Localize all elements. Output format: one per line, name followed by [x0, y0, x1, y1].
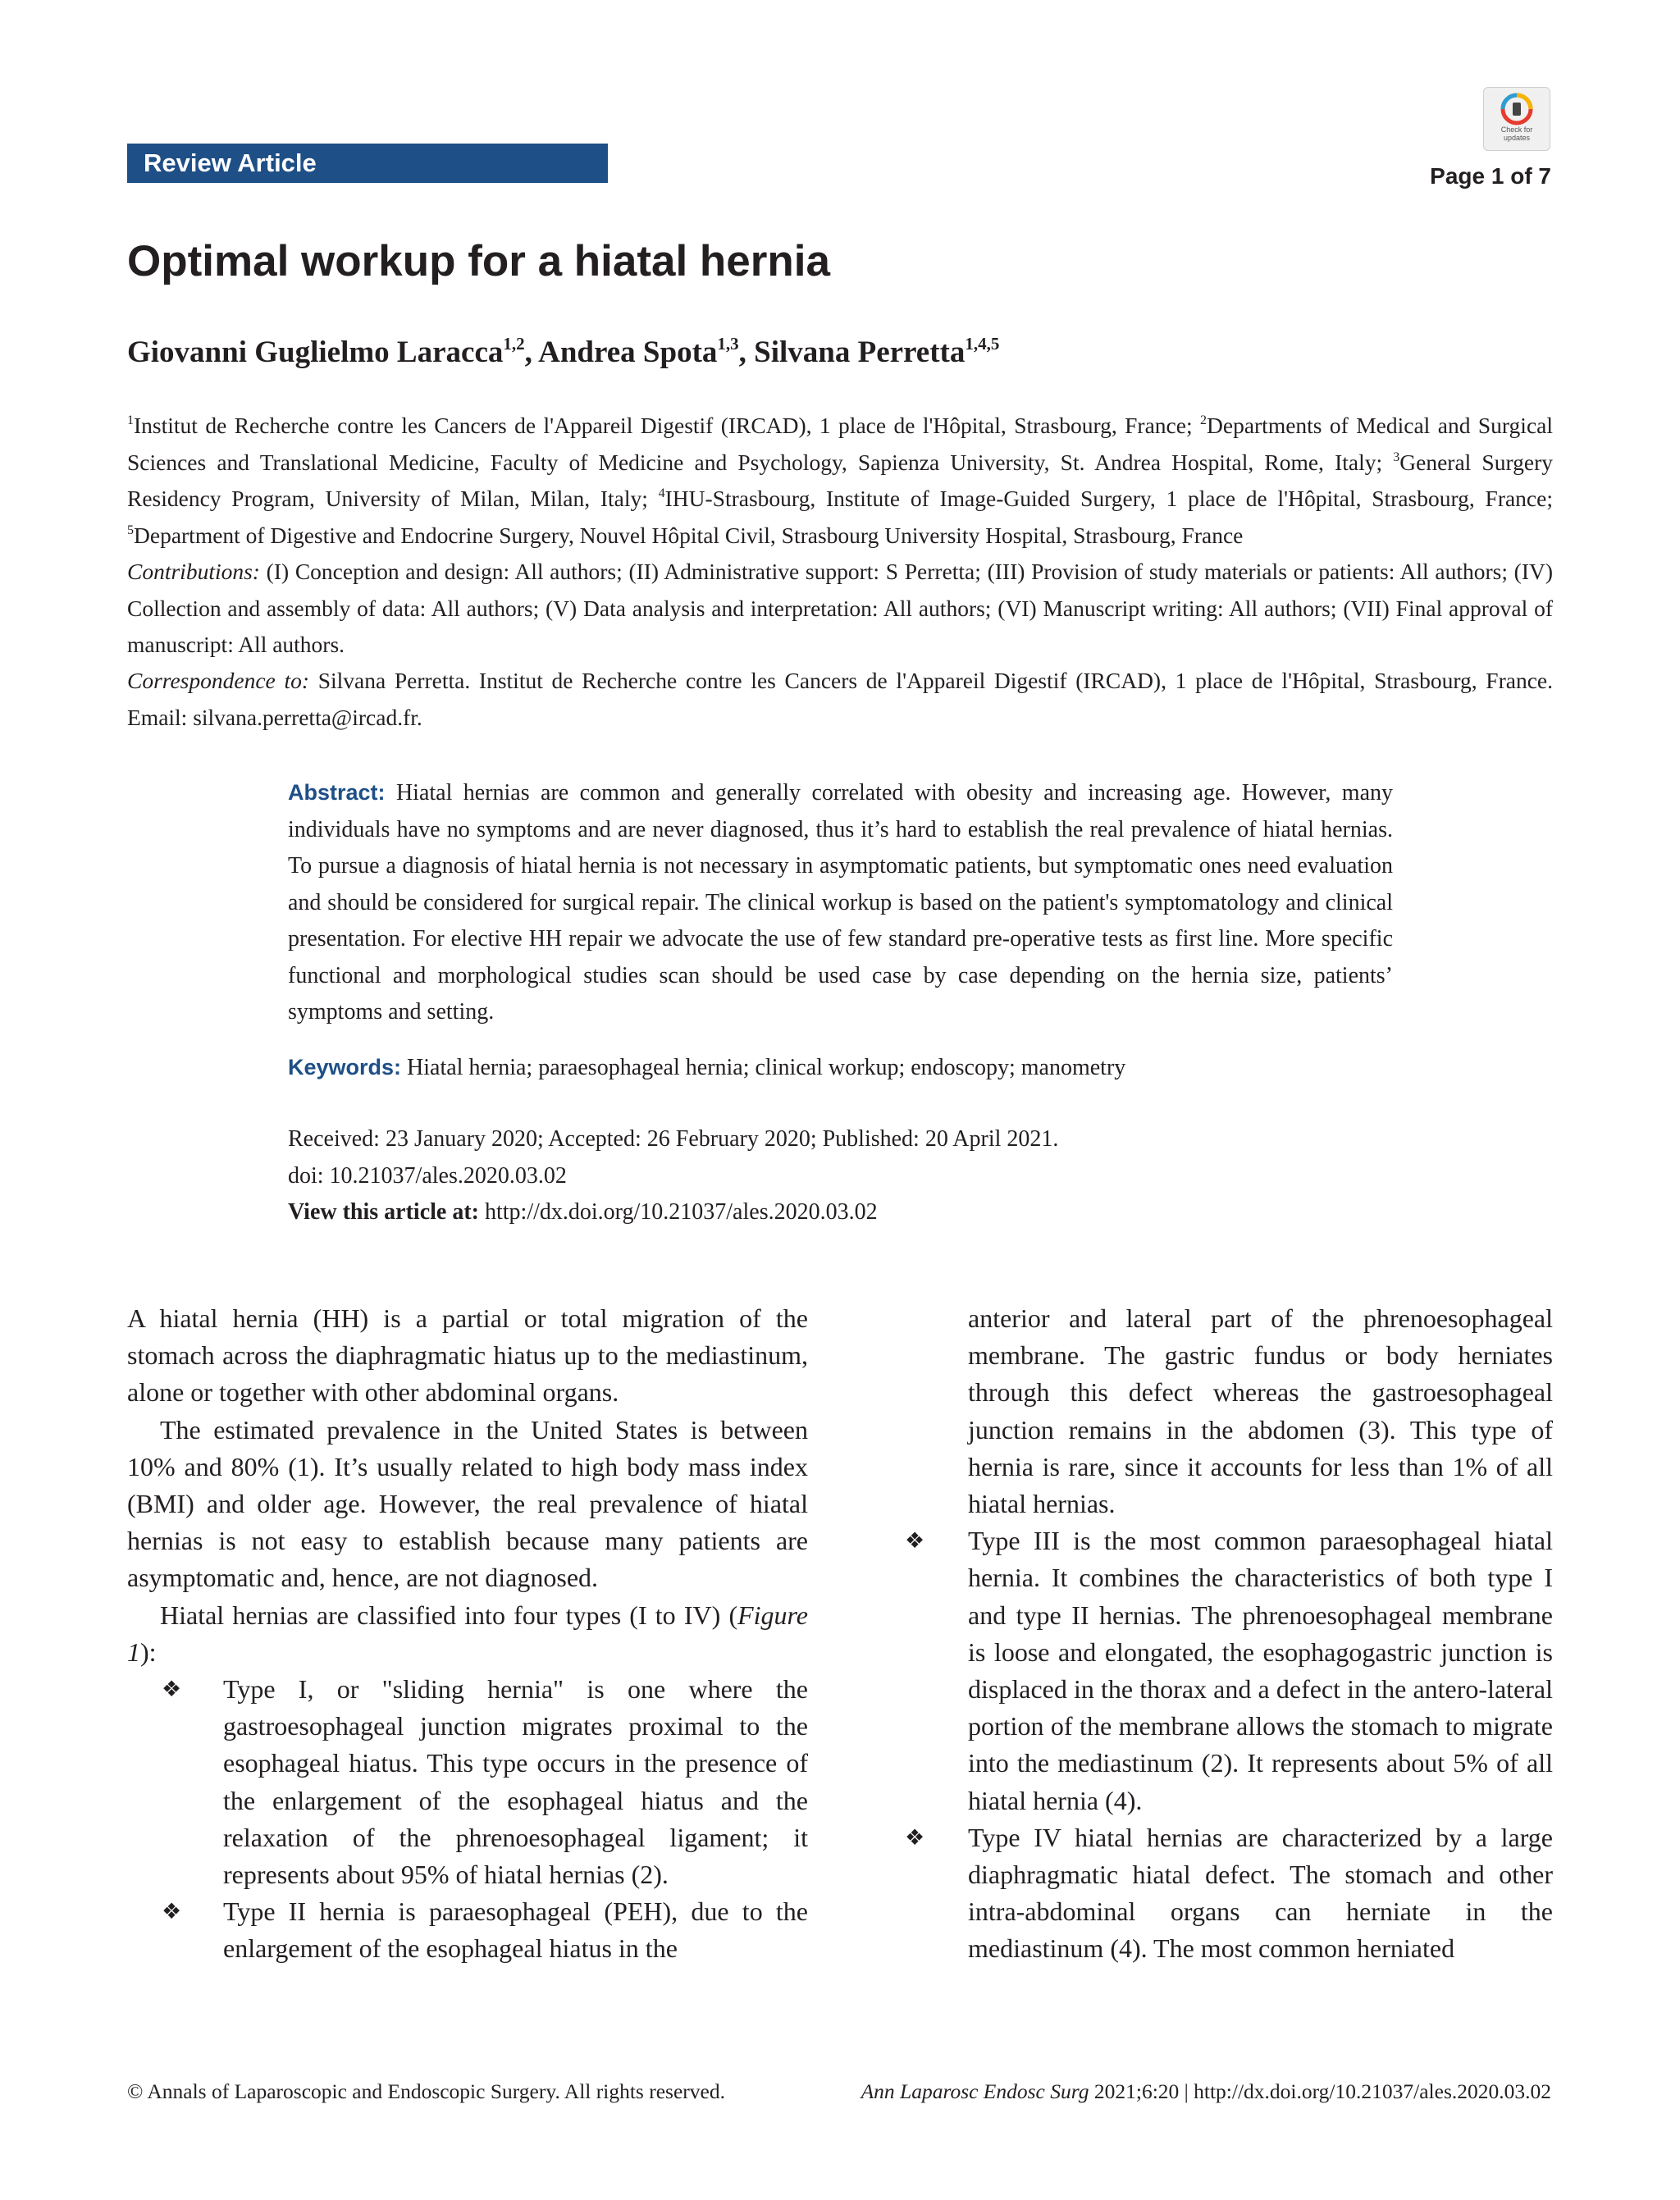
bullet-item: ❖ Type IV hiatal hernias are characterized by a large diaphragmatic hiatal defect. The stomach and other intra-abdominal organs can herniate in the mediastinum (4). The most common herniated: [872, 1819, 1553, 1968]
author-name: Giovanni Guglielmo Laracca: [127, 335, 504, 369]
affiliation-text: Institut de Recherche contre les Cancers de l'Appareil Digestif (IRCAD), 1 place de l'Hôpital, Strasbourg, France;: [134, 413, 1200, 438]
author-name: Andrea Spota: [538, 335, 718, 369]
affiliation-text: General Surgery Residency Program, University of Milan, Milan, Italy;: [127, 449, 1554, 511]
footer-citation: [861, 2079, 1551, 2104]
author-affiliation-sup: 1,3: [717, 334, 739, 354]
bullet-item: ❖ Type II hernia is paraesophageal (PEH), due to the enlargement of the esophageal hiatus in the: [127, 1893, 808, 1967]
author-affiliation-sup: 1,4,5: [965, 334, 1000, 354]
author-affiliation-sup: 1,2: [503, 334, 525, 354]
doi: doi: 10.21037/ales.2020.03.02: [288, 1163, 567, 1189]
body-paragraph: A hiatal hernia (HH) is a partial or total migration of the stomach across the diaphragmatic hiatus up to the mediastinum, alone or together with other abdominal organs.: [127, 1303, 808, 1408]
contributions: [127, 554, 1553, 664]
abstract-text: Hiatal hernias are common and generally correlated with obesity and increasing age. However, many individuals have no symptoms and are never diagnosed, thus it’s hard to establish the real prevalence of hiatal hernias. To pursue a diagnosis of hiatal hernia is not necessary in asymptomatic patients, but symptomatic ones need evaluation and should be considered for surgical repair. The clinical workup is based on the patient's symptomatology and clinical presentation. For elective HH repair we advocate the use of few standard pre-operative tests as first line. More specific functional and morphological studies scan should be used case by case depending on the hernia size, patients’ symptoms and setting.: [288, 780, 1393, 1025]
footer-copyright: © Annals of Laparoscopic and Endoscopic Surgery. All rights reserved.: [127, 2079, 725, 2103]
keywords-label: Keywords:: [288, 1055, 402, 1079]
correspondence-text: Silvana Perretta. Institut de Recherche contre les Cancers de l'Appareil Digestif (IRCAD), 1 place de l'Hôpital, Strasbourg, France. Email: silvana.perretta@ircad.fr.: [127, 668, 1553, 730]
paragraph-text: ):: [140, 1636, 157, 1667]
author-separator: ,: [738, 335, 755, 369]
body-left-column: [127, 1300, 808, 1968]
body-paragraph: The estimated prevalence in the United States is between 10% and 80% (1). It’s usually related to high body mass index (BMI) and older age. However, the real prevalence of hiatal hernias is not easy to establish because many patients are asymptomatic and, hence, are not diagnosed.: [127, 1414, 808, 1593]
page-number: Page 1 of 7: [1430, 163, 1551, 189]
correspondence-label: Correspondence to:: [127, 668, 309, 693]
contributions-text: (I) Conception and design: All authors; (II) Administrative support: S Perretta; (III) Provision of study materials or patients: All authors; (IV) Collection and assembly of data: All authors; (V) Data analysis and interpretation: All authors; (VI) Manuscript writing: All authors; (VII) Final approval of manuscript: All authors.: [127, 559, 1553, 657]
footer-journal: Ann Laparosc Endosc Surg: [861, 2079, 1089, 2103]
author-name: Silvana Perretta: [754, 335, 966, 369]
keywords-text: Hiatal hernia; paraesophageal hernia; clinical workup; endoscopy; manometry: [401, 1055, 1126, 1080]
body-paragraph: [127, 1597, 808, 1671]
affiliation-sup: 3: [1393, 450, 1400, 464]
badge-text-2: updates: [1503, 134, 1531, 142]
author-separator: ,: [524, 335, 539, 369]
bullet-item: ❖ Type I, or "sliding hernia" is one where the gastroesophageal junction migrates proximal to the esophageal hiatus. This type occurs in the presence of the enlargement of the esophageal hiatus and the relaxation of the phrenoesophageal ligament; it represents about 95% of hiatal hernias (2).: [127, 1671, 808, 1893]
keywords: [288, 1049, 1393, 1087]
affiliation-text: Departments of Medical and Surgical Sciences and Translational Medicine, Faculty of Medicine and Psychology, Sapienza University, St. Andrea Hospital, Rome, Italy;: [127, 413, 1553, 475]
view-article-line: [288, 1194, 878, 1231]
abstract: [288, 774, 1393, 1031]
article-type-banner: [127, 144, 608, 183]
affiliation-sup: 4: [658, 486, 665, 500]
correspondence: [127, 663, 1553, 736]
affiliation-sup: 5: [127, 523, 134, 537]
view-article-link[interactable]: http://dx.doi.org/10.21037/ales.2020.03.02: [479, 1199, 878, 1225]
bullet-item: ❖ Type III is the most common paraesophageal hiatal hernia. It combines the characteristics of both type I and type II hernias. The phrenoesophageal membrane is loose and elongated, the esophagogastric junction is displaced in the thorax and a defect in the antero-lateral portion of the membrane allows the stomach to migrate into the mediastinum (2). It represents about 5% of all hiatal hernia (4).: [872, 1522, 1553, 1819]
affiliation-sup: 2: [1200, 413, 1207, 427]
affiliations: [127, 408, 1553, 554]
check-updates-icon: [1500, 93, 1533, 126]
affiliation-text: IHU-Strasbourg, Institute of Image-Guided Surgery, 1 place de l'Hôpital, Strasbourg, France;: [664, 486, 1553, 511]
publication-dates: Received: 23 January 2020; Accepted: 26 February 2020; Published: 20 April 2021.: [288, 1126, 1059, 1152]
abstract-label: Abstract:: [288, 780, 386, 805]
figure-reference[interactable]: Figure 1: [127, 1600, 808, 1667]
footer-citation-text: 2021;6:20 | http://dx.doi.org/10.21037/ales.2020.03.02: [1089, 2079, 1551, 2103]
check-for-updates-badge[interactable]: [1483, 87, 1550, 151]
bullet-item-continued: anterior and lateral part of the phrenoesophageal membrane. The gastric fundus or body herniates through this defect whereas the gastroesophageal junction remains in the abdomen (3). This type of hernia is rare, since it accounts for less than 1% of all hiatal hernias.: [968, 1303, 1553, 1519]
contributions-label: Contributions:: [127, 559, 260, 584]
paragraph-text: Hiatal hernias are classified into four types (I to IV) (: [160, 1600, 738, 1630]
article-title: Optimal workup for a hiatal hernia: [127, 237, 830, 285]
article-type-label: Review Article: [144, 148, 317, 177]
body-right-column: [872, 1300, 1553, 1968]
badge-text-1: Check for: [1500, 126, 1533, 134]
affiliation-sup: 1: [127, 413, 134, 427]
author-list: [127, 335, 999, 370]
view-article-label: View this article at:: [288, 1199, 479, 1225]
affiliation-text: Department of Digestive and Endocrine Surgery, Nouvel Hôpital Civil, Strasbourg University Hospital, Strasbourg, France: [134, 522, 1244, 548]
